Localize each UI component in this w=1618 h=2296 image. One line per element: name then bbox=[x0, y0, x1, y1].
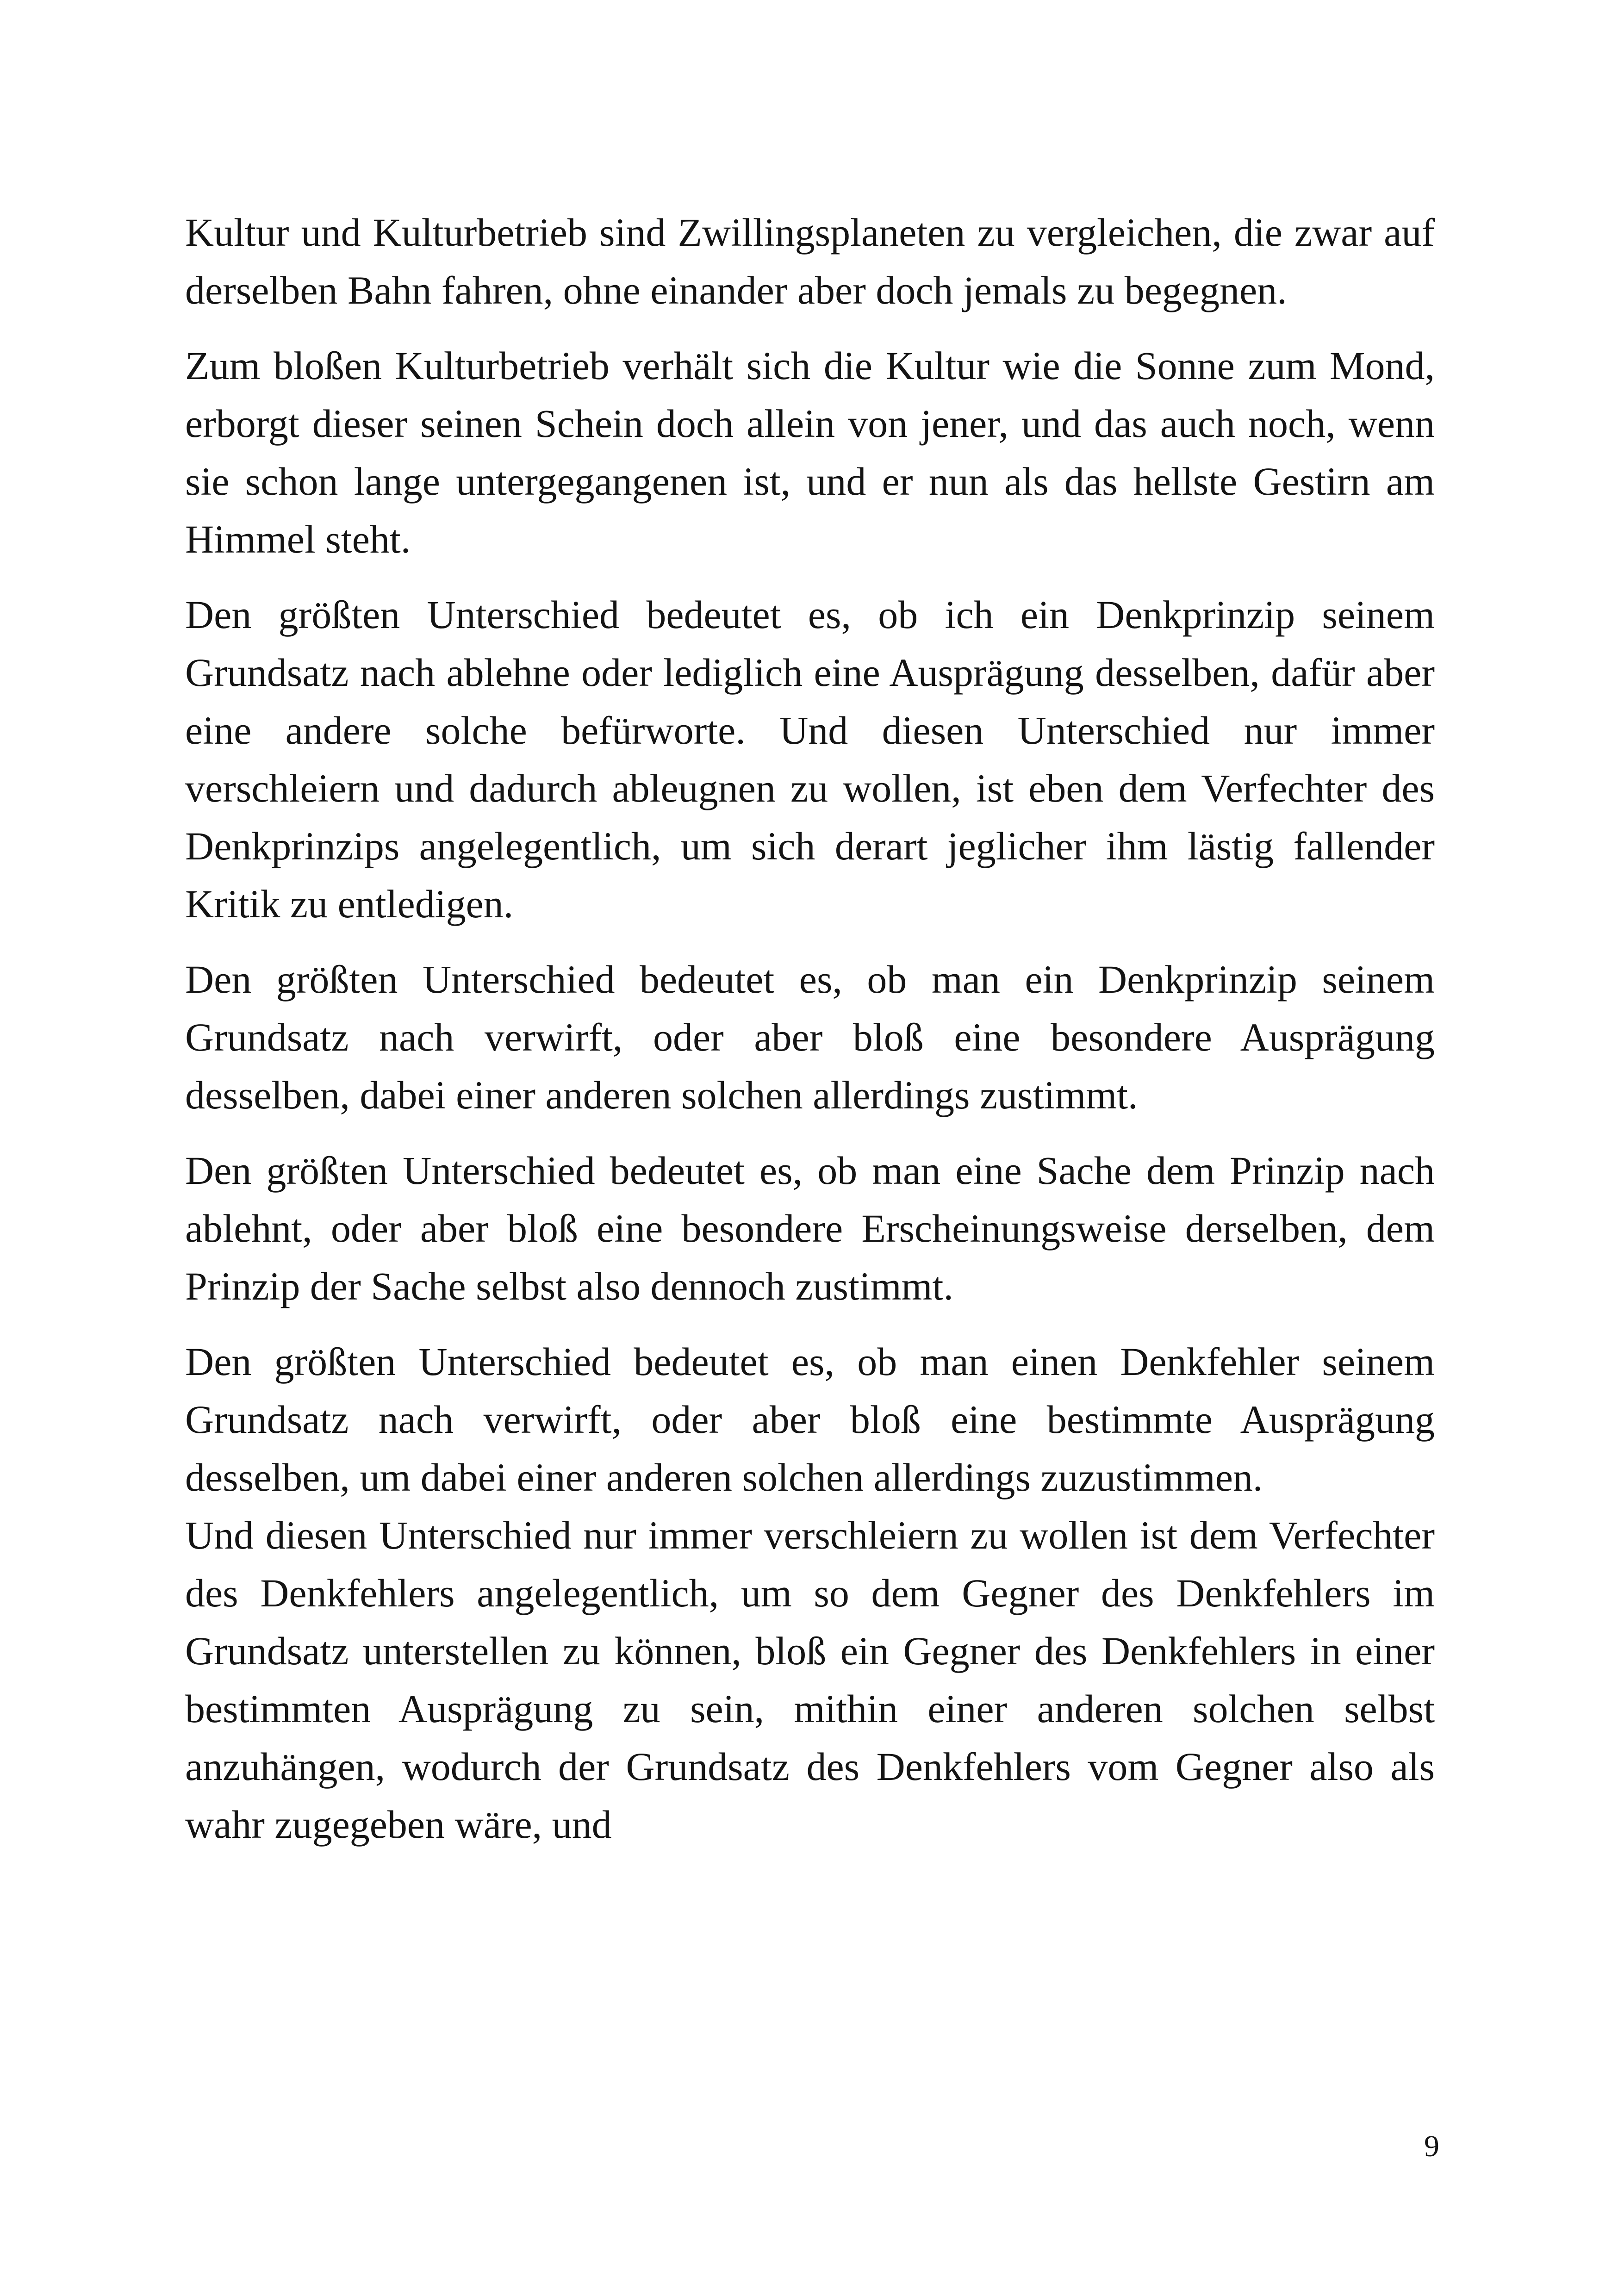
paragraph: Den größten Unterschied bedeutet es, ob man ein Denkprinzip seinem Grundsatz nach verwirft, oder aber bloß eine besondere Ausprägung desselben, dabei einer anderen solchen allerdings zustimmt. bbox=[185, 957, 1435, 1117]
body-text bbox=[185, 204, 1435, 1871]
paragraph: Und diesen Unterschied nur immer verschleiern zu wollen ist dem Verfechter des Denkfehlers angelegentlich, um so dem Gegner des Denkfehlers im Grundsatz unterstellen zu können, bloß ein Gegner des Denkfehlers in einer bestimmten Ausprägung zu sein, mithin einer anderen solchen selbst anzuhängen, wodurch der Grundsatz des Denkfehlers vom Gegner also als wahr zugegeben wäre, und bbox=[185, 1513, 1435, 1847]
page-number: 9 bbox=[1424, 2129, 1439, 2163]
paragraph: Kultur und Kulturbetrieb sind Zwillingsplaneten zu vergleichen, die zwar auf derselben Bahn fahren, ohne einander aber doch jemals zu begegnen. bbox=[185, 210, 1435, 312]
paragraph: Den größten Unterschied bedeutet es, ob man einen Denkfehler seinem Grundsatz nach verwirft, oder aber bloß eine bestimmte Ausprägung desselben, um dabei einer anderen solchen allerdings zuzustimmen. bbox=[185, 1339, 1435, 1500]
paragraph: Zum bloßen Kulturbetrieb verhält sich die Kultur wie die Sonne zum Mond, erborgt dieser seinen Schein doch allein von jener, und das auch noch, wenn sie schon lange untergegangenen ist, und er nun als das hellste Gestirn am Himmel steht. bbox=[185, 343, 1435, 561]
paragraph: Den größten Unterschied bedeutet es, ob man eine Sache dem Prinzip nach ablehnt, oder aber bloß eine besondere Erscheinungsweise derselben, dem Prinzip der Sache selbst also dennoch zustimmt. bbox=[185, 1148, 1435, 1308]
paragraph: Den größten Unterschied bedeutet es, ob ich ein Denkprinzip seinem Grundsatz nach ablehne oder lediglich eine Ausprägung desselben, dafür aber eine andere solche befürworte. Und diesen Unterschied nur immer verschleiern und dadurch ableugnen zu wollen, ist eben dem Verfechter des Denkprinzips angelegentlich, um sich derart jeglicher ihm lästig fallender Kritik zu entledigen. bbox=[185, 592, 1435, 926]
